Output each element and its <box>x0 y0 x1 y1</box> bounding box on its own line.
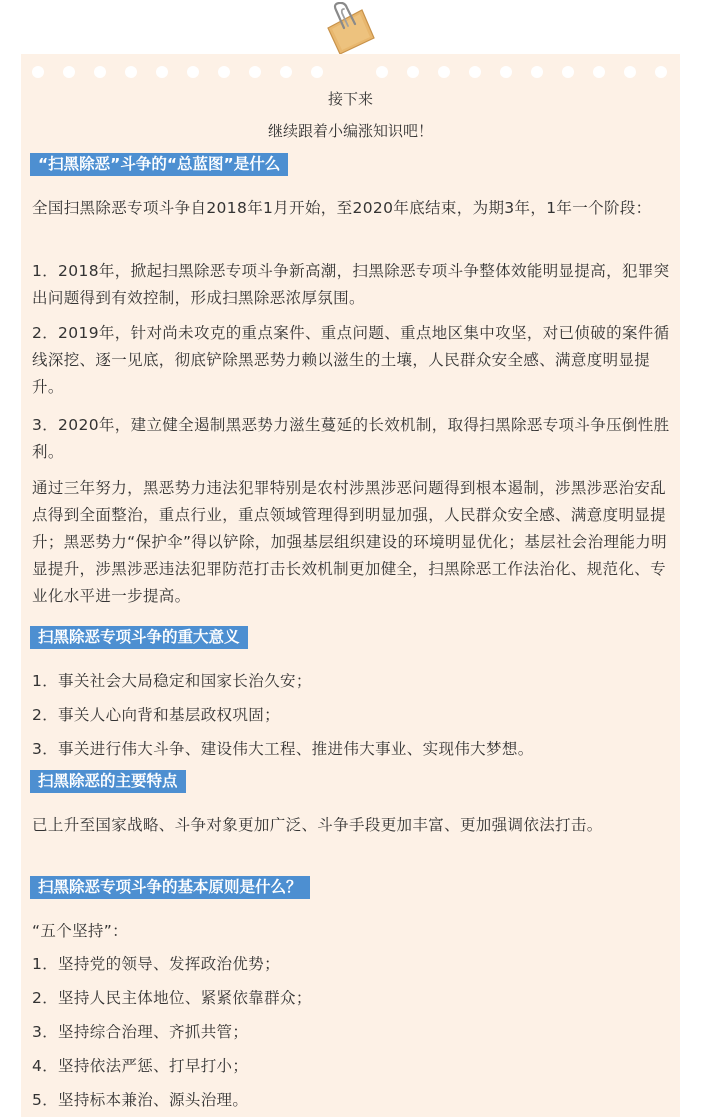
dot-decoration <box>187 66 199 78</box>
dot-decoration <box>94 66 106 78</box>
list-item: 2．坚持人民主体地位、紧紧依靠群众； <box>32 989 312 1007</box>
list-item: 3．事关进行伟大斗争、建设伟大工程、推进伟大事业、实现伟大梦想。 <box>32 740 534 758</box>
paragraph: 1．2018年，掀起扫黑除恶专项斗争新高潮，扫黑除恶专项斗争整体效能明显提高，犯罪突出问题得到有效控制，形成扫黑除恶浓厚氛围。 <box>32 262 670 307</box>
dot-decoration <box>32 66 44 78</box>
dot-decoration <box>376 66 388 78</box>
paragraph: 2．2019年，针对尚未攻克的重点案件、重点问题、重点地区集中攻坚，对已侦破的案件循线深挖、逐一见底，彻底铲除黑恶势力赖以滋生的土壤，人民群众安全感、满意度明显提升。 <box>32 324 670 396</box>
dot-decoration <box>125 66 137 78</box>
dot-decoration <box>655 66 667 78</box>
intro-line-2: 继续跟着小编涨知识吧！ <box>267 122 433 140</box>
dot-decoration <box>218 66 230 78</box>
list-item: 1．坚持党的领导、发挥政治优势； <box>32 955 280 973</box>
intro-line-1: 接下来 <box>327 90 373 108</box>
section-heading: 扫黑除恶专项斗争的重大意义 <box>30 626 248 649</box>
paper-clip-icon <box>322 2 380 56</box>
dot-decoration <box>624 66 636 78</box>
dot-decoration <box>500 66 512 78</box>
section-heading: “扫黑除恶”斗争的“总蓝图”是什么 <box>30 153 288 176</box>
list-item: 5．坚持标本兼治、源头治理。 <box>32 1091 249 1109</box>
paragraph: “五个坚持”： <box>32 922 129 940</box>
dot-decoration <box>593 66 605 78</box>
dot-decoration <box>531 66 543 78</box>
decorative-dots <box>21 64 680 80</box>
list-item: 4．坚持依法严惩、打早打小； <box>32 1057 249 1075</box>
dot-decoration <box>249 66 261 78</box>
article-card <box>21 54 680 1117</box>
dot-decoration <box>562 66 574 78</box>
list-item: 1．事关社会大局稳定和国家长治久安； <box>32 672 312 690</box>
list-item: 3．坚持综合治理、齐抓共管； <box>32 1023 249 1041</box>
dot-decoration <box>280 66 292 78</box>
dot-decoration <box>311 66 323 78</box>
dot-decoration <box>438 66 450 78</box>
paragraph: 3．2020年，建立健全遏制黑恶势力滋生蔓延的长效机制，取得扫黑除恶专项斗争压倒性胜利。 <box>32 416 670 461</box>
dot-decoration <box>469 66 481 78</box>
paragraph: 已上升至国家战略、斗争对象更加广泛、斗争手段更加丰富、更加强调依法打击。 <box>32 816 603 834</box>
paragraph: 通过三年努力，黑恶势力违法犯罪特别是农村涉黑涉恶问题得到根本遏制，涉黑涉恶治安乱点得到全面整治，重点行业，重点领域管理得到明显加强，人民群众安全感、满意度明显提升；黑恶势力“保护伞”得以铲除，加强基层组织建设的环境明显优化；基层社会治理能力明显提升，涉黑涉恶违法犯罪防范打击长效机制更加健全，扫黑除恶工作法治化、规范化、专业化水平进一步提高。 <box>32 479 667 605</box>
paragraph: 全国扫黑除恶专项斗争自2018年1月开始，至2020年底结束，为期3年，1年一个阶段： <box>32 199 652 217</box>
list-item: 2．事关人心向背和基层政权巩固； <box>32 706 280 724</box>
dot-decoration <box>407 66 419 78</box>
dot-decoration <box>63 66 75 78</box>
section-heading: 扫黑除恶的主要特点 <box>30 770 186 793</box>
section-heading: 扫黑除恶专项斗争的基本原则是什么？ <box>30 876 310 899</box>
dot-decoration <box>156 66 168 78</box>
